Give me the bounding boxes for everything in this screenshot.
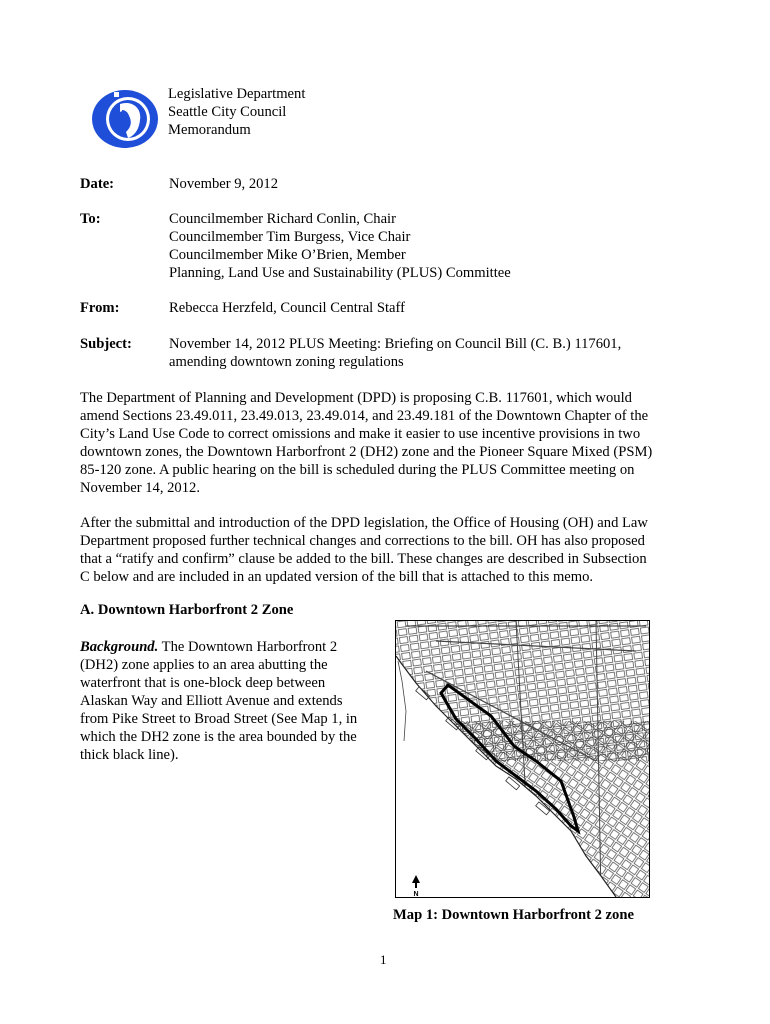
subject-label: Subject: <box>80 336 132 352</box>
map-graphic <box>396 621 649 897</box>
paragraph-line: from Pike Street to Broad Street (See Map 1, in <box>80 711 358 727</box>
paragraph-line: November 14, 2012. <box>80 480 200 496</box>
paragraph-line: City’s Land Use Code to correct omissions and make it easier to use incentive provisions in two <box>80 426 641 442</box>
document-type: Memorandum <box>168 122 251 138</box>
from-value: Rebecca Herzfeld, Council Central Staff <box>169 300 405 316</box>
paragraph-line: After the submittal and introduction of the DPD legislation, the Office of Housing (OH) and Law <box>80 515 648 531</box>
department-name: Legislative Department <box>168 86 306 102</box>
paragraph-line: Alaskan Way and Elliott Avenue and extends <box>80 693 343 709</box>
background-paragraph <box>80 638 357 764</box>
recipient-line: Councilmember Mike O’Brien, Member <box>169 247 406 263</box>
background-lead: Background. <box>80 639 159 655</box>
subject-line: November 14, 2012 PLUS Meeting: Briefing on Council Bill (C. B.) 117601, <box>169 336 622 352</box>
paragraph-line: C below and are included in an updated version of the bill that is attached to this memo. <box>80 569 594 585</box>
recipient-line: Councilmember Richard Conlin, Chair <box>169 211 396 227</box>
paragraph-line: (DH2) zone applies to an area abutting the <box>80 657 328 673</box>
letterhead <box>168 85 305 139</box>
paragraph-line: that a “ratify and confirm” clause be added to the bill. These changes are described in Subsection <box>80 551 647 567</box>
changes-paragraph <box>80 514 680 586</box>
zoning-map <box>395 620 650 898</box>
seattle-seal-icon <box>90 88 160 150</box>
recipient-line: Planning, Land Use and Sustainability (PLUS) Committee <box>169 265 511 281</box>
date-label: Date: <box>80 176 115 192</box>
paragraph-line: The Downtown Harborfront 2 <box>158 639 338 655</box>
map-caption: Map 1: Downtown Harborfront 2 zone <box>393 907 634 923</box>
paragraph-line: thick black line). <box>80 747 179 763</box>
to-label: To: <box>80 211 101 227</box>
section-heading: A. Downtown Harborfront 2 Zone <box>80 602 294 618</box>
date-value: November 9, 2012 <box>169 176 279 192</box>
paragraph-line: The Department of Planning and Development (DPD) is proposing C.B. 117601, which would <box>80 390 632 406</box>
from-label: From: <box>80 300 120 316</box>
paragraph-line: which the DH2 zone is the area bounded by the <box>80 729 357 745</box>
north-label: N <box>413 891 419 897</box>
page-number: 1 <box>380 952 387 967</box>
paragraph-line: amend Sections 23.49.011, 23.49.013, 23.49.014, and 23.49.181 of the Downtown Chapter of the <box>80 408 649 424</box>
paragraph-line: waterfront that is one-block deep between <box>80 675 326 691</box>
recipient-line: Councilmember Tim Burgess, Vice Chair <box>169 229 411 245</box>
council-name: Seattle City Council <box>168 104 287 120</box>
subject-value <box>169 335 621 371</box>
paragraph-line: 85-120 zone. A public hearing on the bill is scheduled during the PLUS Committee meeting on <box>80 462 635 478</box>
north-arrow-icon <box>412 875 420 888</box>
intro-paragraph <box>80 389 680 497</box>
to-recipients <box>169 210 511 282</box>
paragraph-line: downtown zones, the Downtown Harborfront 2 (DH2) zone and the Pioneer Square Mixed (PSM) <box>80 444 653 460</box>
subject-line: amending downtown zoning regulations <box>169 354 404 370</box>
paragraph-line: Department proposed further technical changes and corrections to the bill. OH has also proposed <box>80 533 645 549</box>
